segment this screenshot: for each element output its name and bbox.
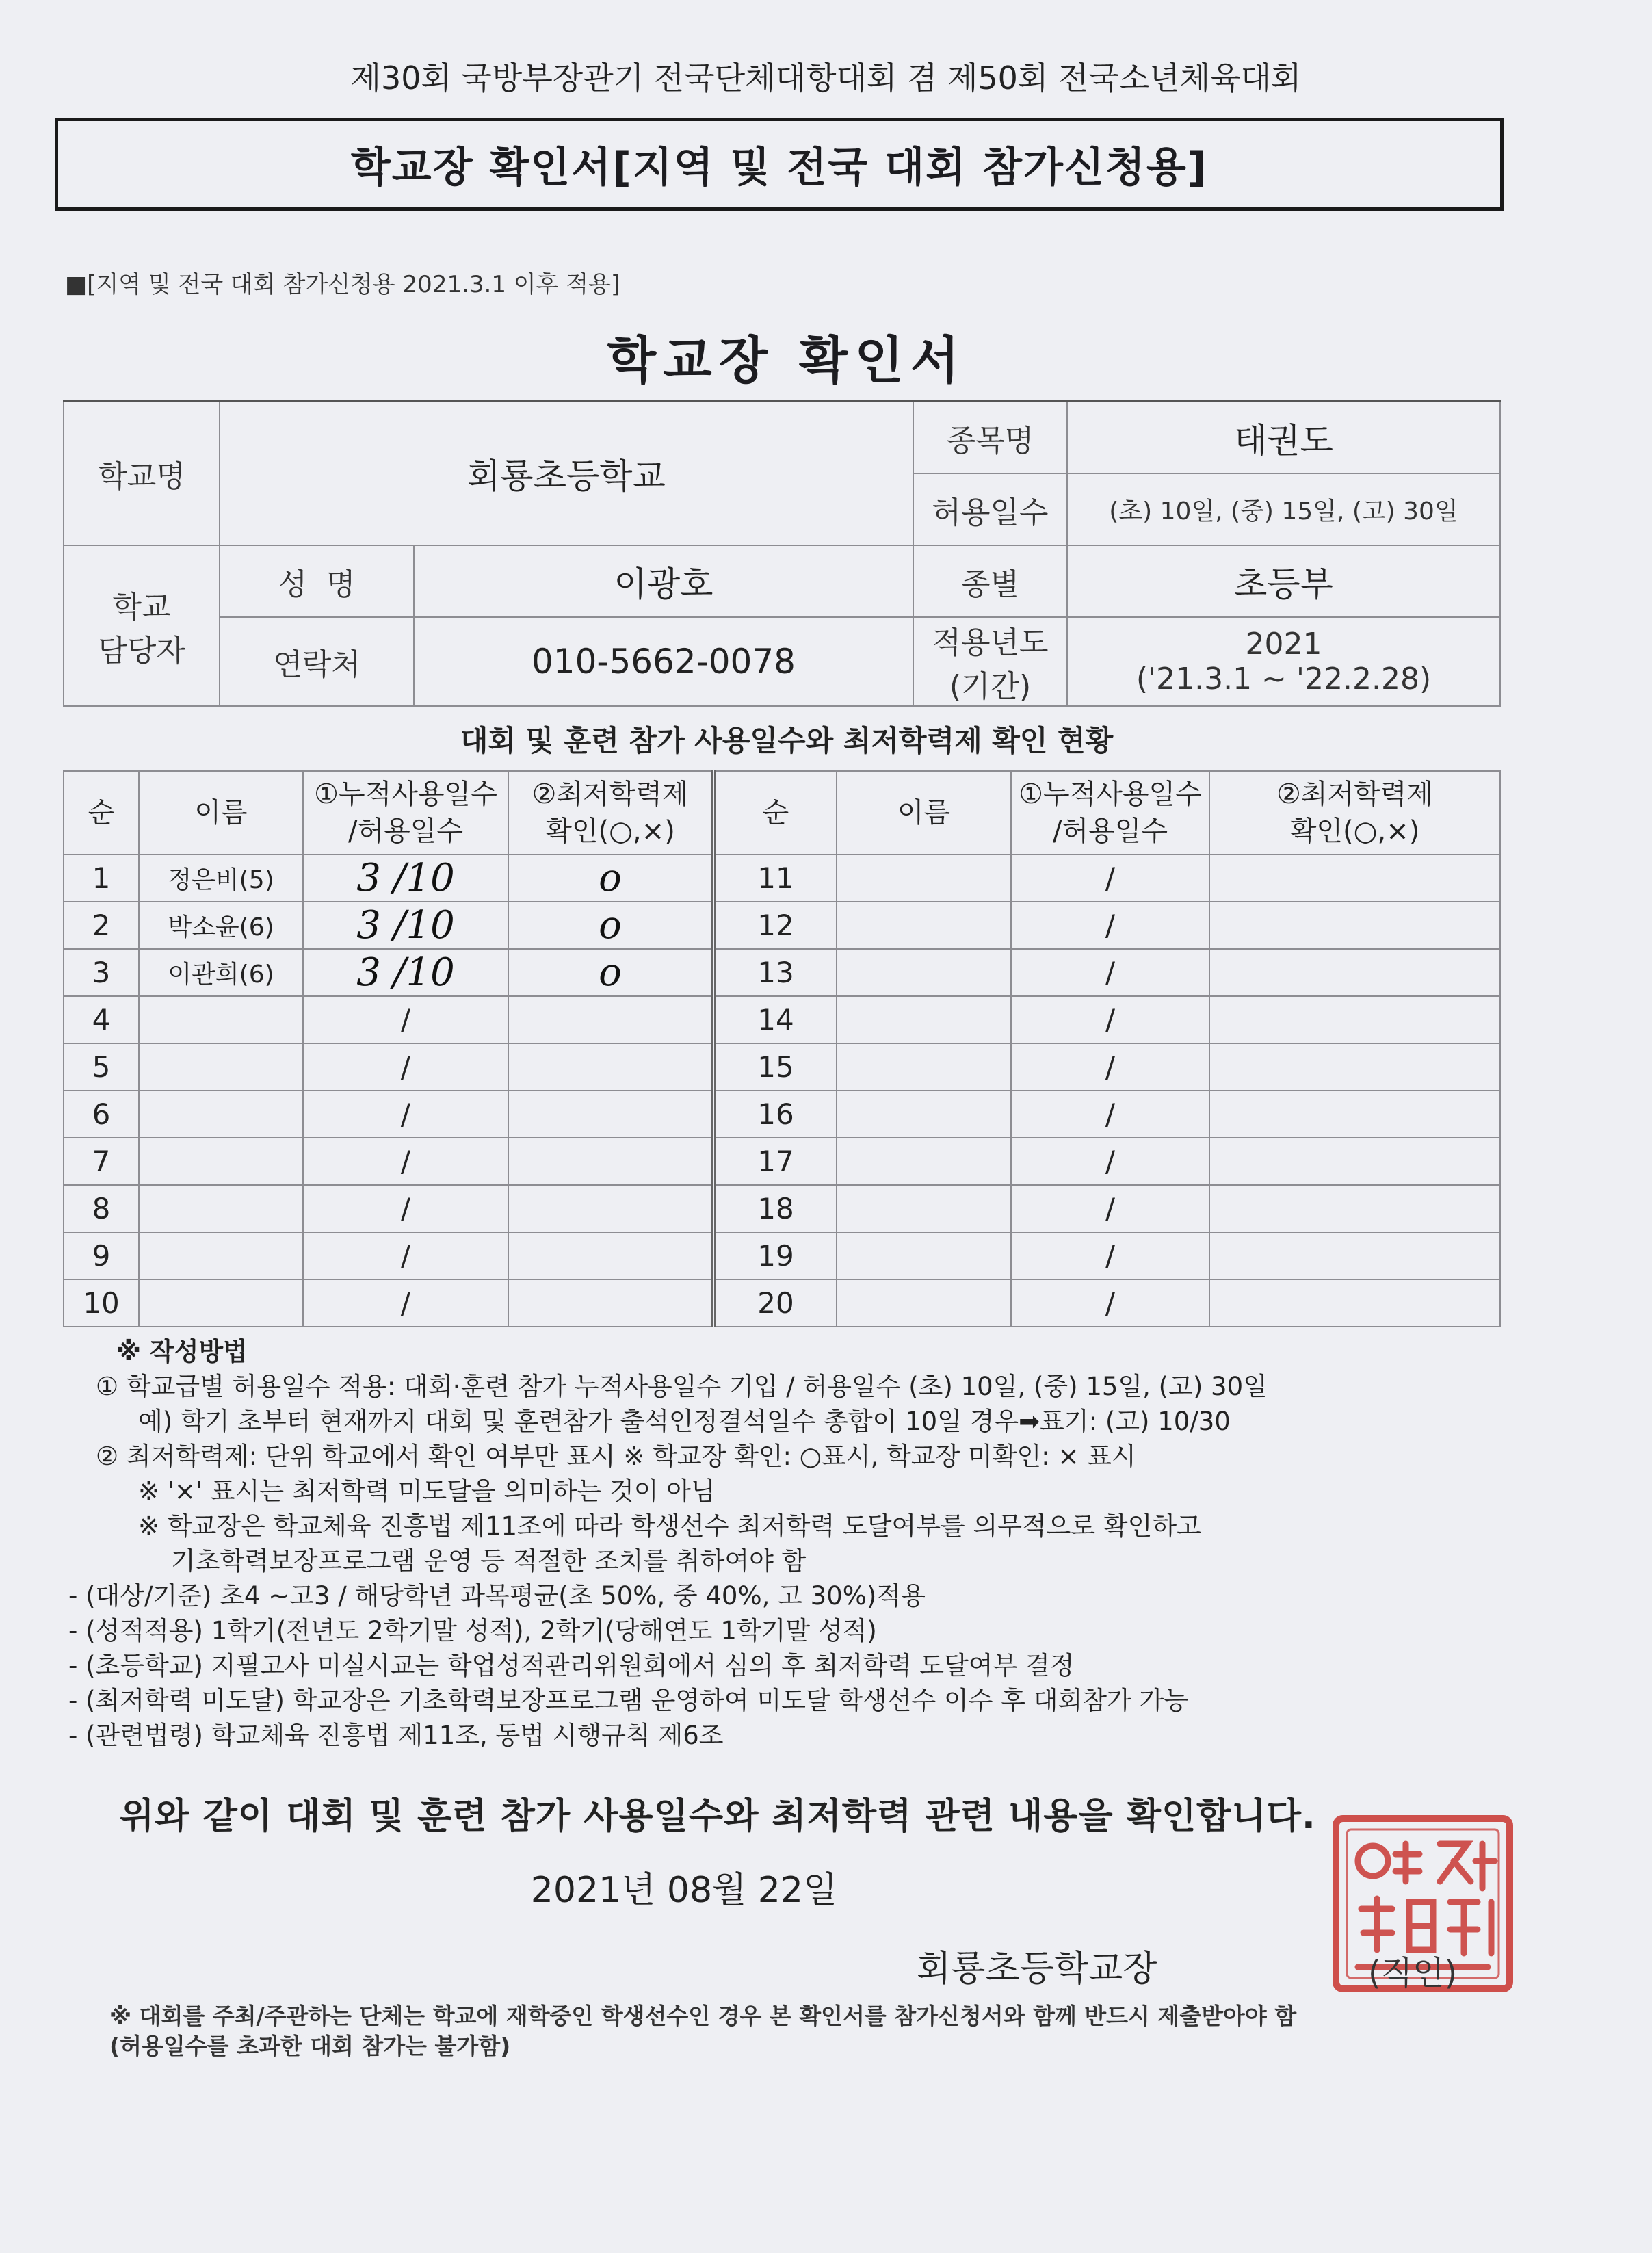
- year-label-line2: (기간): [949, 669, 1032, 704]
- allowed-days-label: 허용일수: [913, 473, 1067, 545]
- cell-name: [837, 1043, 1011, 1091]
- cell-no: 18: [713, 1185, 837, 1232]
- category-value: 초등부: [1067, 545, 1500, 617]
- person-name-value: 이광호: [414, 545, 913, 617]
- table-row: [64, 1232, 1500, 1279]
- contact-person-label: [64, 545, 220, 706]
- cell-days: /: [1011, 1185, 1209, 1232]
- col-name-left: 이름: [139, 771, 303, 855]
- footer-line-2: (허용일수를 초과한 대회 참가는 불가함): [109, 2033, 511, 2059]
- person-name-label: 성 명: [220, 545, 414, 617]
- status-table: [63, 770, 1501, 1327]
- cell-check: [1209, 949, 1500, 996]
- cell-name: [139, 1185, 303, 1232]
- note-2-a: ※ '×' 표시는 최저학력 미도달을 의미하는 것이 아님: [138, 1476, 716, 1506]
- year-label: [913, 617, 1067, 706]
- cell-days: /: [303, 996, 508, 1043]
- apply-note: ■[지역 및 전국 대회 참가신청용 2021.3.1 이후 적용]: [65, 271, 620, 298]
- cell-name: [837, 949, 1011, 996]
- cell-days: /: [303, 1279, 508, 1327]
- table-row: [64, 1043, 1500, 1091]
- cell-days: 3 /10: [303, 902, 508, 949]
- cell-no: 10: [64, 1279, 139, 1327]
- cell-no: 8: [64, 1185, 139, 1232]
- cell-days: 3 /10: [303, 949, 508, 996]
- year-value: [1067, 617, 1500, 706]
- note-1-example: 예) 학기 초부터 현재까지 대회 및 훈련참가 출석인정결석일수 총합이 10일 경우➡표기: (고) 10/30: [138, 1407, 1231, 1436]
- category-label: 종별: [913, 545, 1067, 617]
- detail-1: - (대상/기준) 초4 ~고3 / 해당학년 과목평균(초 50%, 중 40%, 고 30%)적용: [68, 1581, 926, 1611]
- cell-name: [139, 996, 303, 1043]
- cell-name: [837, 1232, 1011, 1279]
- cell-name: [139, 1138, 303, 1185]
- col-days-line1: ①누적사용일수: [314, 779, 497, 810]
- cell-no: 5: [64, 1043, 139, 1091]
- cell-days: /: [1011, 902, 1209, 949]
- cell-no: 6: [64, 1091, 139, 1138]
- cell-no: 4: [64, 996, 139, 1043]
- cell-name: [837, 1138, 1011, 1185]
- cell-no: 16: [713, 1091, 837, 1138]
- cell-name: [139, 1232, 303, 1279]
- col-check-line1: ②최저학력제: [1276, 779, 1434, 810]
- table-row: [64, 1279, 1500, 1327]
- cell-days: /: [303, 1138, 508, 1185]
- cell-days: /: [1011, 1279, 1209, 1327]
- cell-no: 15: [713, 1043, 837, 1091]
- table-row: [64, 949, 1500, 996]
- col-days-line1: ①누적사용일수: [1019, 779, 1202, 810]
- col-check-line2: 확인(○,×): [545, 816, 675, 847]
- cell-no: 12: [713, 902, 837, 949]
- status-section-title: 대회 및 훈련 참가 사용일수와 최저학력제 확인 현황: [460, 724, 1114, 757]
- cell-name: [139, 1091, 303, 1138]
- contact-label-line2: 담당자: [98, 633, 185, 668]
- detail-4: - (최저학력 미도달) 학교장은 기초학력보장프로그램 운영하여 미도달 학생선수 이수 후 대회참가 가능: [68, 1686, 1189, 1715]
- cell-name: 이관희(6): [139, 949, 303, 996]
- table-row: [64, 996, 1500, 1043]
- cell-days: /: [1011, 1232, 1209, 1279]
- cell-check: [508, 996, 713, 1043]
- issue-date: 2021년 08월 22일: [530, 1870, 838, 1911]
- cell-check: [1209, 902, 1500, 949]
- cell-no: 7: [64, 1138, 139, 1185]
- year-label-line1: 적용년도: [932, 625, 1049, 660]
- principal-title: 회룡초등학교장: [917, 1949, 1157, 1990]
- cell-check: [508, 1138, 713, 1185]
- sport-label: 종목명: [913, 402, 1067, 474]
- status-table-body: [64, 771, 1500, 1327]
- instructions: [68, 1334, 1525, 1753]
- cell-days: /: [1011, 855, 1209, 902]
- col-check-line1: ②최저학력제: [532, 779, 689, 810]
- main-title: 학교장 확인서: [607, 331, 967, 390]
- cell-no: 2: [64, 902, 139, 949]
- table-row: [64, 1138, 1500, 1185]
- note-2-b: ※ 학교장은 학교체육 진흥법 제11조에 따라 학생선수 최저학력 도달여부를 의무적으로 확인하고: [138, 1511, 1201, 1541]
- school-info-table: [63, 400, 1501, 707]
- col-days-right: [1011, 771, 1209, 855]
- confirmation-statement: 위와 같이 대회 및 훈련 참가 사용일수와 최저학력 관련 내용을 확인합니다.: [120, 1796, 1316, 1837]
- note-1: ① 학교급별 허용일수 적용: 대회·훈련 참가 누적사용일수 기입 / 허용일수 (초) 10일, (중) 15일, (고) 30일: [96, 1372, 1268, 1401]
- year-value-line2: ('21.3.1 ~ '22.2.28): [1136, 662, 1432, 696]
- cell-no: 9: [64, 1232, 139, 1279]
- cell-name: 정은비(5): [139, 855, 303, 902]
- document-box-title: 학교장 확인서[지역 및 전국 대회 참가신청용]: [55, 118, 1504, 211]
- cell-check: o: [508, 949, 713, 996]
- cell-check: [1209, 1091, 1500, 1138]
- cell-days: /: [1011, 949, 1209, 996]
- footer-line-1: ※ 대회를 주최/주관하는 단체는 학교에 재학중인 학생선수인 경우 본 확인서를 참가신청서와 함께 반드시 제출받아야 함: [109, 2003, 1297, 2029]
- cell-check: [1209, 1279, 1500, 1327]
- cell-no: 3: [64, 949, 139, 996]
- school-name-value: 회룡초등학교: [220, 402, 913, 546]
- detail-5: - (관련법령) 학교체육 진흥법 제11조, 동법 시행규칙 제6조: [68, 1721, 724, 1750]
- year-value-line1: 2021: [1245, 627, 1322, 662]
- allowed-days-value: (초) 10일, (중) 15일, (고) 30일: [1067, 473, 1500, 545]
- col-days-line2: /허용일수: [1052, 816, 1168, 847]
- note-2: ② 최저학력제: 단위 학교에서 확인 여부만 표시 ※ 학교장 확인: ○표시, 학교장 미확인: × 표시: [96, 1442, 1136, 1471]
- cell-days: /: [303, 1232, 508, 1279]
- cell-name: [837, 1185, 1011, 1232]
- cell-name: 박소윤(6): [139, 902, 303, 949]
- cell-check: [508, 1091, 713, 1138]
- seal-mark-label: (직인): [1368, 1954, 1458, 1992]
- col-name-right: 이름: [837, 771, 1011, 855]
- cell-no: 19: [713, 1232, 837, 1279]
- table-row: [64, 1091, 1500, 1138]
- cell-name: [837, 902, 1011, 949]
- contact-label-line1: 학교: [112, 589, 171, 625]
- cell-check: [1209, 996, 1500, 1043]
- table-row: [64, 855, 1500, 902]
- instructions-heading: ※ 작성방법: [116, 1337, 248, 1366]
- cell-days: /: [303, 1043, 508, 1091]
- cell-check: [1209, 1138, 1500, 1185]
- cell-name: [837, 1091, 1011, 1138]
- cell-days: /: [1011, 996, 1209, 1043]
- cell-check: [508, 1232, 713, 1279]
- cell-days: 3 /10: [303, 855, 508, 902]
- col-check-right: [1209, 771, 1500, 855]
- cell-days: /: [1011, 1043, 1209, 1091]
- cell-no: 17: [713, 1138, 837, 1185]
- col-days-line2: /허용일수: [348, 816, 464, 847]
- cell-days: /: [1011, 1091, 1209, 1138]
- detail-2: - (성적적용) 1학기(전년도 2학기말 성적), 2학기(당해연도 1학기말 성적): [68, 1616, 877, 1645]
- cell-check: [1209, 855, 1500, 902]
- col-check-left: [508, 771, 713, 855]
- cell-name: [837, 996, 1011, 1043]
- cell-name: [139, 1043, 303, 1091]
- cell-check: [508, 1279, 713, 1327]
- school-name-label: 학교명: [64, 402, 220, 546]
- cell-days: /: [303, 1091, 508, 1138]
- sport-value: 태권도: [1067, 402, 1500, 474]
- cell-check: o: [508, 855, 713, 902]
- table-row: [64, 1185, 1500, 1232]
- detail-3: - (초등학교) 지필고사 미실시교는 학업성적관리위원회에서 심의 후 최저학력 도달여부 결정: [68, 1651, 1075, 1680]
- table-row: [64, 902, 1500, 949]
- phone-label: 연락처: [220, 617, 414, 706]
- footer-note: [109, 2001, 1546, 2061]
- cell-name: [139, 1279, 303, 1327]
- event-title: 제30회 국방부장관기 전국단체대항대회 겸 제50회 전국소년체육대회: [350, 60, 1302, 96]
- cell-days: /: [1011, 1138, 1209, 1185]
- cell-check: [508, 1185, 713, 1232]
- cell-no: 14: [713, 996, 837, 1043]
- cell-no: 1: [64, 855, 139, 902]
- cell-name: [837, 1279, 1011, 1327]
- cell-no: 11: [713, 855, 837, 902]
- col-days-left: [303, 771, 508, 855]
- cell-check: [508, 1043, 713, 1091]
- cell-days: /: [303, 1185, 508, 1232]
- cell-check: [1209, 1232, 1500, 1279]
- cell-no: 20: [713, 1279, 837, 1327]
- col-check-line2: 확인(○,×): [1289, 816, 1420, 847]
- phone-value: 010-5662-0078: [414, 617, 913, 706]
- cell-no: 13: [713, 949, 837, 996]
- note-2-b-cont: 기초학력보장프로그램 운영 등 적절한 조치를 취하여야 함: [171, 1546, 807, 1576]
- cell-name: [837, 855, 1011, 902]
- cell-check: o: [508, 902, 713, 949]
- cell-check: [1209, 1043, 1500, 1091]
- cell-check: [1209, 1185, 1500, 1232]
- col-no-left: 순: [64, 771, 139, 855]
- col-no-right: 순: [713, 771, 837, 855]
